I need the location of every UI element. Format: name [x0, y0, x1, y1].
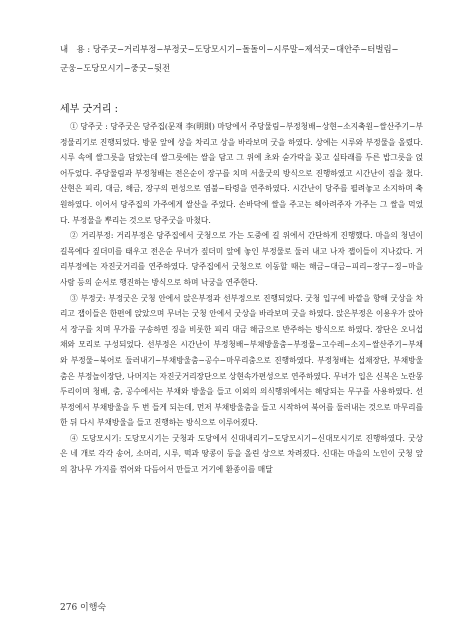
summary-line-1: 당주굿−거리부정−부정굿−도당모시기−돌돌이−시루말−제석굿−대안주−터벌림−	[92, 44, 399, 54]
section-heading: 세부 굿거리 :	[60, 104, 119, 115]
program-summary	[60, 40, 423, 78]
paragraph-danggjugut: ① 당주굿 : 당주굿은 당주집(문재 李(明則) 마당에서 주당물림−부정청배−상현−소지축원−쌀산주기−부정물리기로 진행되었다. 방문 앞에 상을 차리고 상을 바라보며 굿을 하였다. 상에는 시루와 부정물을 올렸다. 시루 속에 쌀그릇을 담았는데 쌀그릇에는 쌀을 담고 그 위에 초와 숟가락을 꽂고 실타래를 두른 밥그릇을 얹어두었다. 주당물림과 부정청배는 전은순이 장구를 치며 서울굿의 방식으로 진행하였고 시간난이 짐을 쳤다. 산현은 피리, 대금, 해금, 장구의 편성으로 염불−타령을 연주하였다. 시간난이 당주를 펼려놓고 소지하며 축원하였다. 이어서 당주집의 가주에게 쌀산을 주었다. 손바닥에 쌀을 주고는 헤아려주자 가주는 그 쌀을 먹었다. 부정물을 뿌리는 것으로 당주굿을 마쳤다.	[60, 122, 423, 225]
summary-label: 내 용 :	[60, 44, 93, 54]
summary-line-2: 군웅−도당모시기−중굿−뒷전	[60, 63, 171, 73]
page-footer: 276 이행숙	[60, 603, 107, 613]
paragraph-dodangmosigi: ④ 도당모시기: 도당모시기는 굿청과 도당에서 신대내리기−도당모시기−신대모시기로 진행하였다. 굿상은 네 개로 각각 송어, 소머리, 시루, 떡과 땅콩이 등을 올린 상으로 차려졌다. 신대는 마을의 노인이 굿청 앞의 참나무 가지를 꺾어와 다듬어서 만들고 거기에 환종이를 매달	[60, 433, 423, 475]
paragraph-bujeonggut: ③ 부정굿: 부정굿은 굿청 안에서 앉은부정과 선부정으로 진행되었다. 굿청 입구에 바깥을 향해 굿상을 차리고 잽이들은 한편에 앉았으며 무녀는 굿청 안에서 굿상을 바라보며 굿을 하였다. 앉은부정은 이용우가 앉아서 장구를 치며 무가를 구송하면 징을 비롯한 피리 대금 해금으로 반주하는 방식으로 하였다. 장단은 오니섭채와 모리로 구성되었다. 선부정은 시간난이 부정청배−부채방울춤−부정물−고수레−소지−쌀산주기−부채와 부정물−북어로 둘러내기−부채방울춤−공수−마무리춤으로 진행하였다. 부정청배는 섭채장단, 부채방울춤은 부정놀이장단, 나머지는 자진굿거리장단으로 상현속가편성으로 연주하였다. 무녀가 입은 신복은 노란몽두리이며 청배, 춤, 공수에서는 부채와 방울을 들고 이외의 의식행위에서는 해당되는 무구를 사용하였다. 선부정에서 부채방울을 두 번 들게 되는데, 먼저 부채방울춤을 들고 시작하여 북어를 둘러내는 것으로 마무리를 한 뒤 다시 부채방울을 들고 진행하는 방식으로 이루어졌다.	[60, 293, 423, 428]
page-body	[60, 40, 423, 478]
paragraph-georibujeong: ② 거리부정: 거리부정은 당주집에서 굿청으로 가는 도중에 길 위에서 간단하게 진행했다. 마을의 청년이 길목에다 짚더미를 태우고 전은순 무녀가 짚더미 앞에 놓인 부정물로 둘러 내고 나자 잽이들이 지나갔다. 거리부정에는 자진굿거리를 연주하였다. 당주집에서 굿청으로 이동할 때는 해금−대금−피리−장구−징−마을사람 등의 순서로 행진하는 방식으로 하며 낙궁을 연주한다.	[60, 231, 423, 287]
